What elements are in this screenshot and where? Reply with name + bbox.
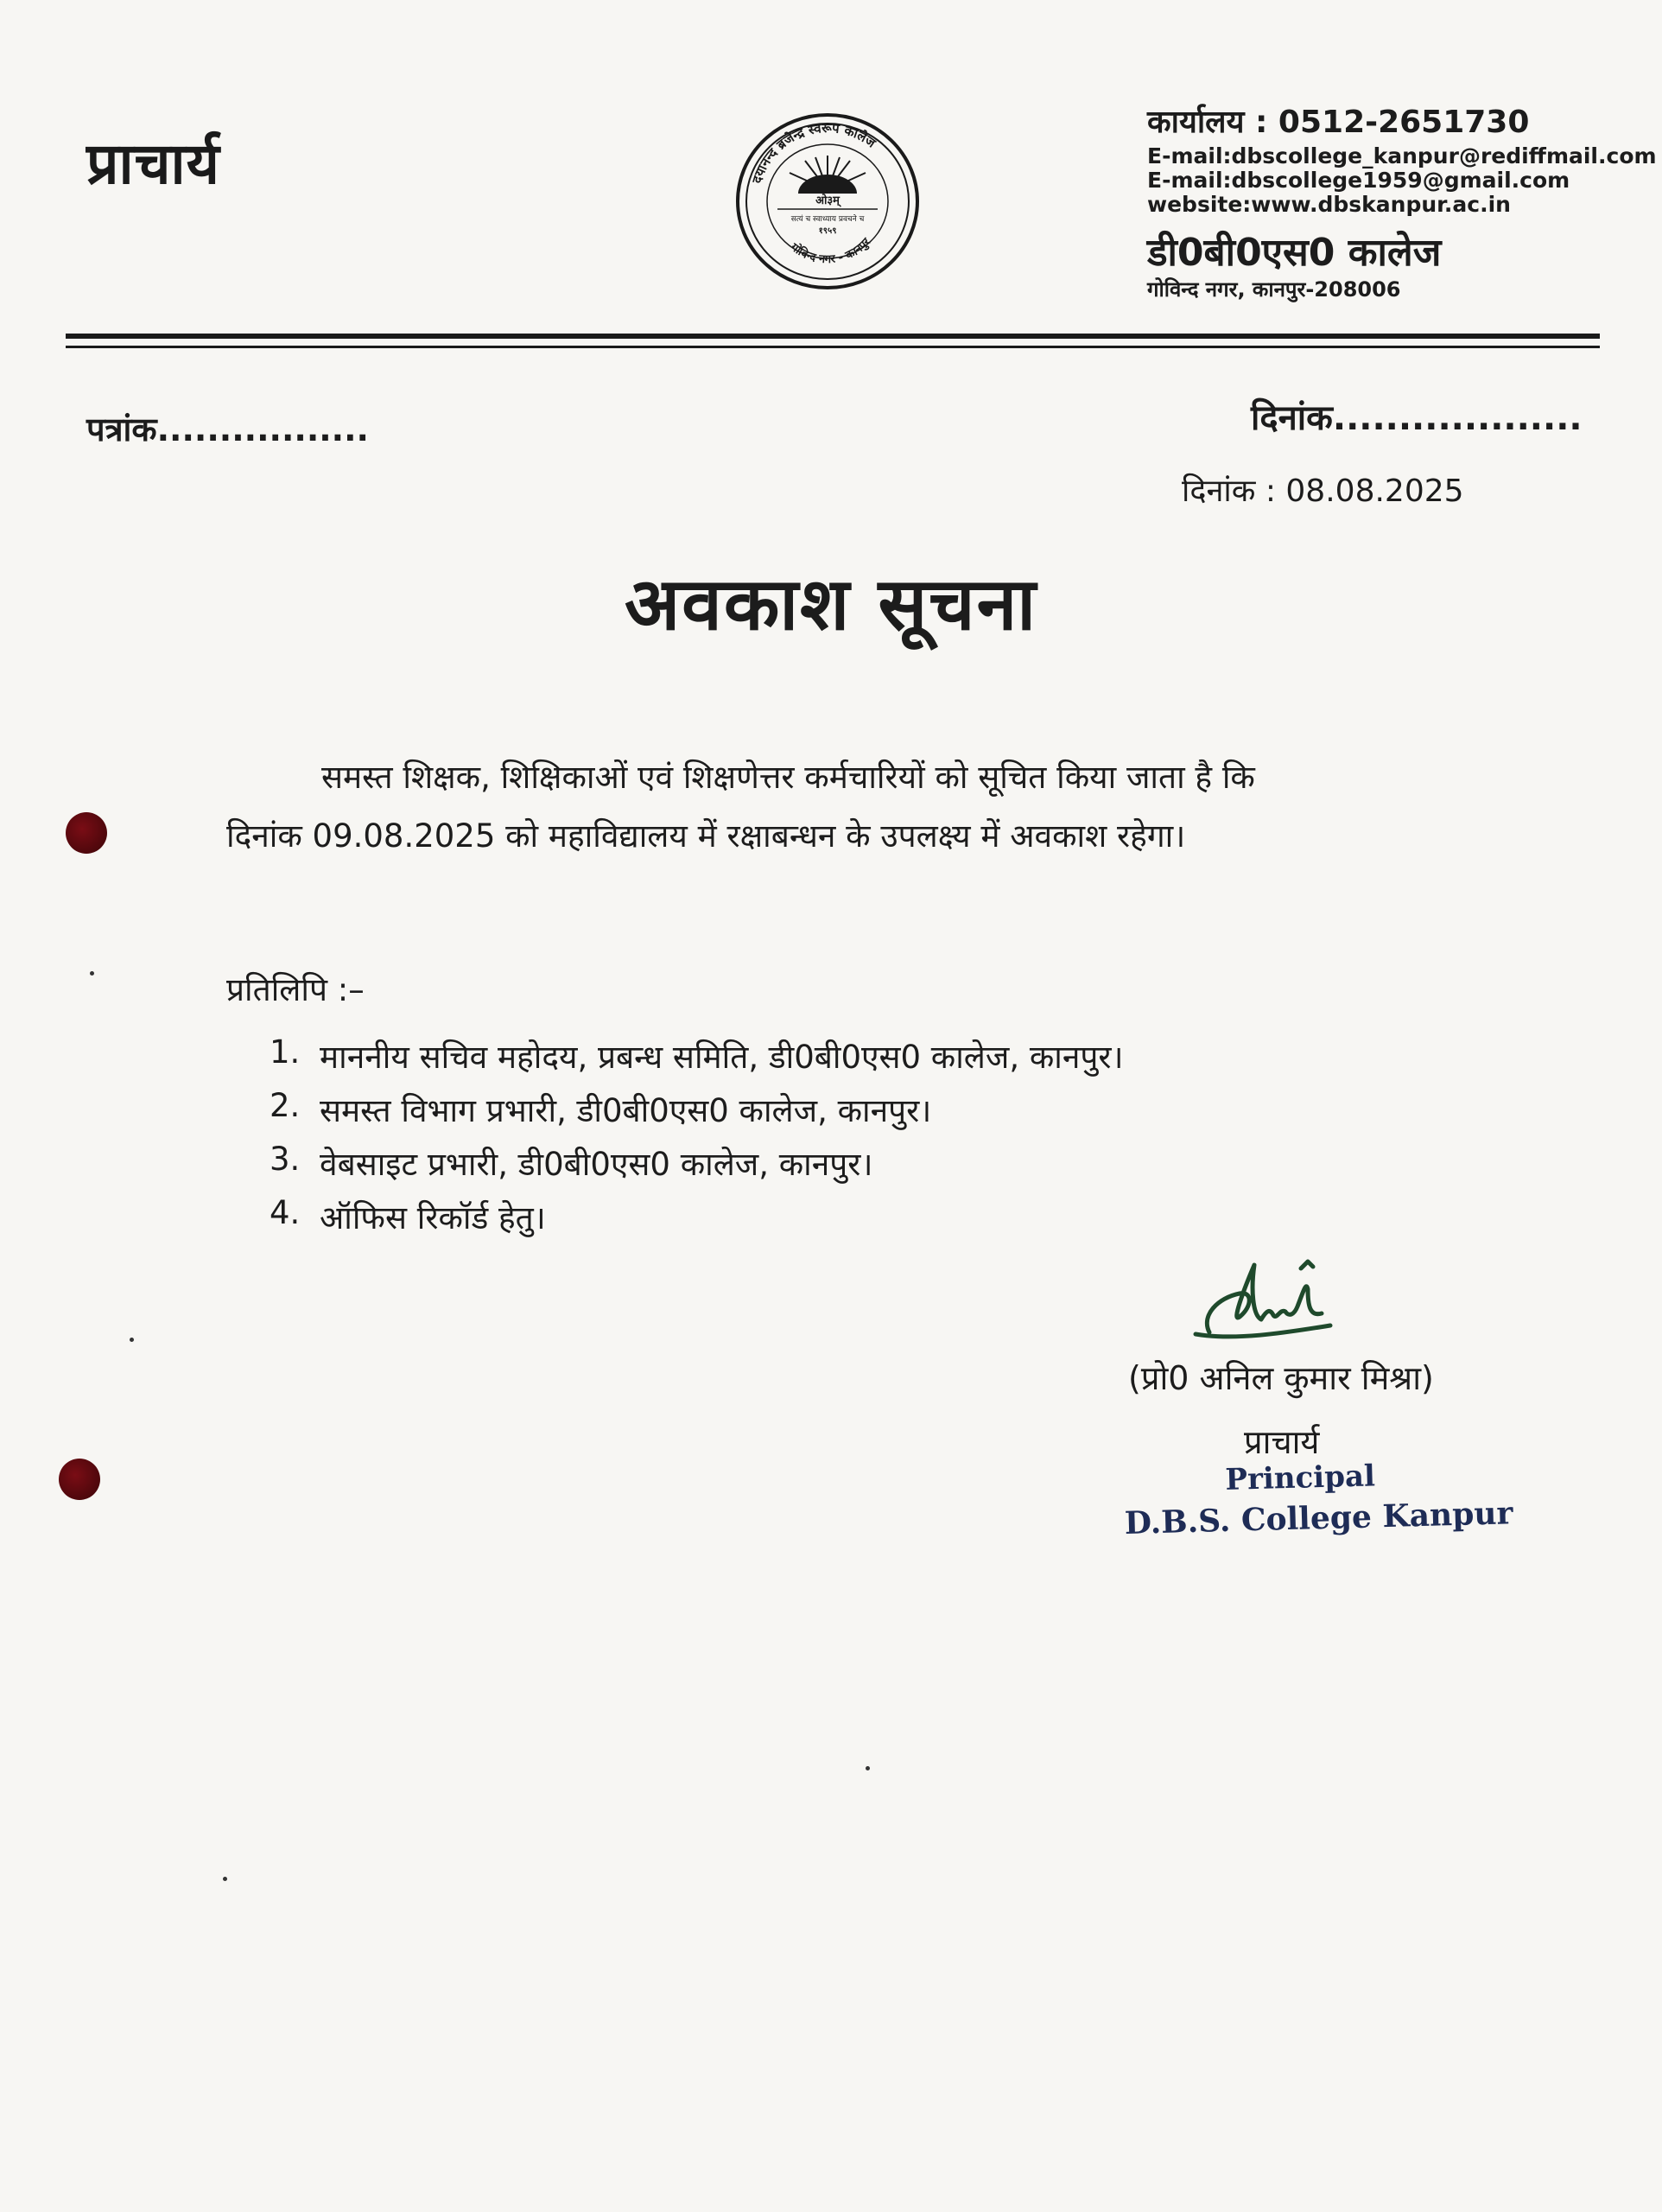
list-item-number: 1. [270,1033,301,1071]
signatory-name: (प्रो0 अनिल कुमार मिश्रा) [1128,1359,1434,1397]
punch-hole [59,1459,100,1500]
header-divider-thick [66,334,1600,339]
header-divider-thin [66,346,1600,348]
svg-text:दयानन्द ब्रजेन्द्र स्वरूप काले: दयानन्द ब्रजेन्द्र स्वरूप कालेज [749,119,879,186]
paper-speck [866,1766,870,1770]
list-item [270,1033,1392,1087]
punch-hole [66,812,107,854]
notice-title: अवकाश सूचना [624,562,1037,646]
college-seal-logo [733,111,923,292]
stamp-title: Principal [1224,1459,1376,1497]
list-item-text: ऑफिस रिकॉर्ड हेतु। [320,1199,546,1236]
stamp-institution: D.B.S. College Kanpur [1124,1495,1513,1541]
copy-to-label: प्रतिलिपि :– [226,971,365,1008]
email-1: E-mail:dbscollege_kanpur@rediffmail.com [1147,143,1657,168]
paper-speck [223,1877,227,1881]
reference-number-label: पत्रांक................. [86,410,369,448]
list-item [270,1141,1392,1194]
svg-text:गोविन्द नगर - कानपुर: गोविन्द नगर - कानपुर [788,236,873,267]
list-item-text: माननीय सचिव महोदय, प्रबन्ध समिति, डी0बी0एस0 कालेज, कानपुर। [320,1039,1124,1076]
copy-recipient-list [270,1033,1392,1248]
paper-speck [90,971,94,976]
college-name: डी0बी0एस0 कालेज [1147,231,1442,275]
list-item-text: समस्त विभाग प्रभारी, डी0बी0एस0 कालेज, कानपुर। [320,1092,932,1129]
svg-text:ओ३म्: ओ३म् [815,194,840,207]
list-item [270,1194,1392,1248]
college-address: गोविन्द नगर, कानपुर-208006 [1147,277,1401,302]
notice-date: दिनांक : 08.08.2025 [1182,474,1464,509]
list-item-number: 2. [270,1087,301,1124]
list-item-text: वेबसाइट प्रभारी, डी0बी0एस0 कालेज, कानपुर। [320,1146,873,1183]
body-text-line-2: दिनांक 09.08.2025 को महाविद्यालय में रक्षाबन्धन के उपलक्ष्य में अवकाश रहेगा। [226,817,1186,855]
office-contact-block [1147,107,1657,300]
website: website:www.dbskanpur.ac.in [1147,192,1511,217]
list-item [270,1087,1392,1141]
principal-heading: प्राचार्य [86,130,220,197]
list-item-number: 3. [270,1141,301,1178]
email-2: E-mail:dbscollege1959@gmail.com [1147,168,1570,193]
body-text-line-1: समस्त शिक्षक, शिक्षिकाओं एवं शिक्षणेत्तर कर्मचारियों को सूचित किया जाता है कि [321,759,1255,796]
svg-text:सत्यं च स्वाध्याय प्रवचने च: सत्यं च स्वाध्याय प्रवचने च [790,215,865,224]
principal-stamp [1123,1455,1513,1541]
handwritten-signature [1192,1255,1339,1350]
svg-text:१९५९: १९५९ [818,226,837,236]
paper-speck [130,1338,134,1342]
date-blank-label: दिनांक................... [1251,398,1583,438]
office-phone: कार्यालय : 0512-2651730 [1147,105,1530,140]
list-item-number: 4. [270,1194,301,1231]
signatory-designation: प्राचार्य [1244,1423,1320,1461]
